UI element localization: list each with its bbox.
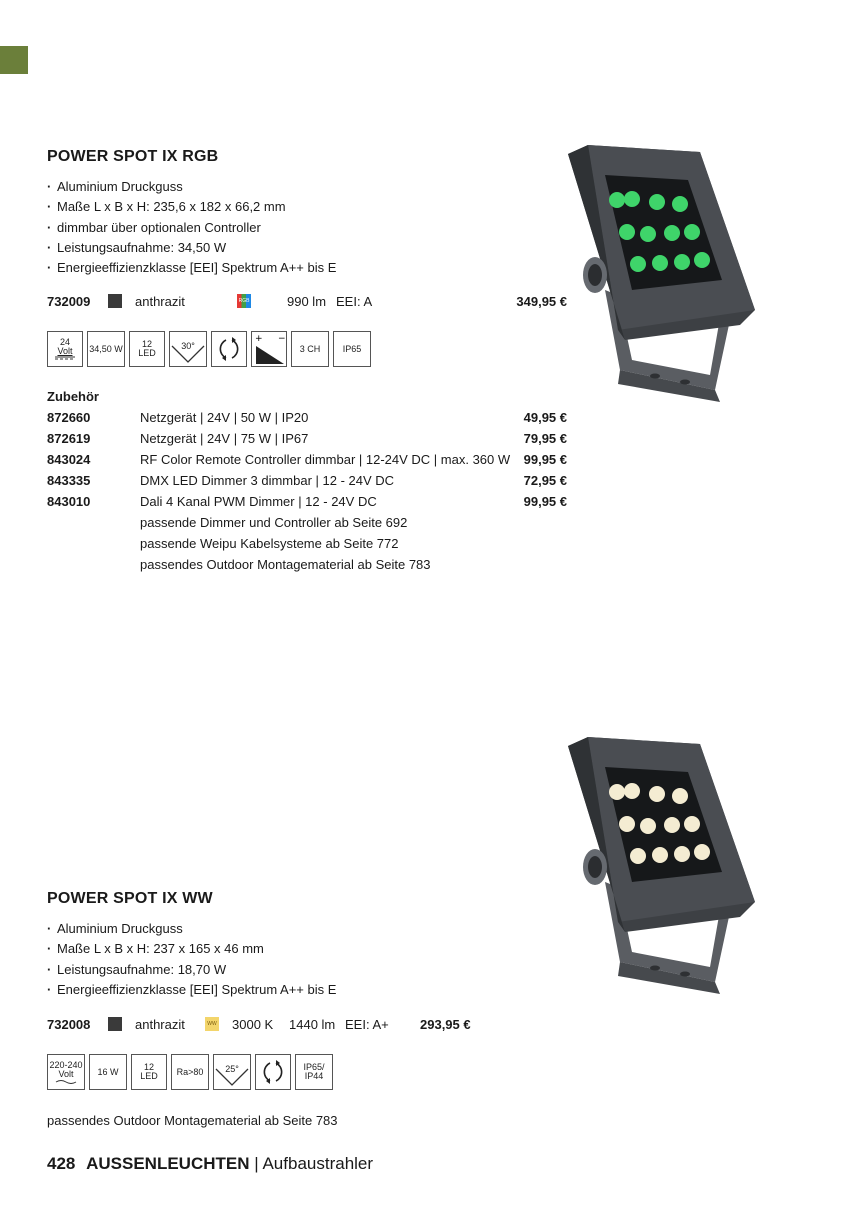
svg-text:+: + [255, 334, 263, 344]
feature-list [47, 919, 336, 1000]
product-sku: 732008 [47, 1017, 91, 1032]
warm-white-chip: WW [205, 1017, 219, 1031]
feature-item: · Energieeffizienzklasse [EEI] Spektrum A++ bis E [47, 980, 336, 1000]
product-sku: 732009 [47, 294, 91, 309]
product-order-row [47, 294, 567, 310]
feature-item: · dimmbar über optionalen Controller [47, 218, 336, 238]
spec-icon-row [47, 1054, 333, 1090]
rotatable-icon [211, 331, 247, 367]
feature-item: · Leistungsaufnahme: 34,50 W [47, 238, 336, 258]
page-number: 428 [47, 1154, 76, 1173]
reference-note: passende Weipu Kabelsysteme ab Seite 772 [140, 536, 399, 551]
led-count-icon: 12 LED [129, 331, 165, 367]
svg-text:−: − [278, 334, 286, 344]
page-footer [47, 1154, 373, 1174]
table-row: 843335 DMX LED Dimmer 3 dimmbar | 12 - 24V DC 72,95 € [47, 473, 567, 488]
product-price: 293,95 € [420, 1017, 471, 1032]
feature-item: · Aluminium Druckguss [47, 177, 336, 197]
reference-note: passende Dimmer und Controller ab Seite 692 [140, 515, 408, 530]
table-row: 843024 RF Color Remote Controller dimmbar | 12-24V DC | max. 360 W 99,95 € [47, 452, 567, 467]
eei-value: EEI: A+ [345, 1017, 389, 1032]
wattage-icon: 16 W [89, 1054, 127, 1090]
spec-icon-row [47, 331, 371, 367]
reference-note: passendes Outdoor Montagematerial ab Seite 783 [140, 557, 431, 572]
color-name: anthrazit [135, 1017, 185, 1032]
ip-rating-icon: IP65 [333, 331, 371, 367]
accessories-table [47, 407, 567, 577]
voltage-icon: 220-240 Volt [47, 1054, 85, 1090]
color-name: anthrazit [135, 294, 185, 309]
eei-value: EEI: A [336, 294, 373, 309]
color-swatch [108, 294, 122, 308]
beam-angle-icon: 30° [169, 331, 207, 367]
product-image-ww [560, 732, 760, 997]
table-row: 843010 Dali 4 Kanal PWM Dimmer | 12 - 24V DC 99,95 € [47, 494, 567, 509]
led-count-icon: 12 LED [131, 1054, 167, 1090]
wattage-icon: 34,50 W [87, 331, 125, 367]
color-swatch [108, 1017, 122, 1031]
product-title: POWER SPOT IX RGB [47, 148, 219, 165]
rotatable-icon [255, 1054, 291, 1090]
section-title: AUSSENLEUCHTEN [86, 1154, 250, 1173]
rgb-chip: RGB [237, 294, 251, 308]
lumen-value: 1440 lm [289, 1017, 336, 1032]
accessories-heading: Zubehör [47, 389, 99, 404]
color-temperature: 3000 K [232, 1017, 274, 1032]
beam-angle-icon: 25° [213, 1054, 251, 1090]
product-price: 349,95 € [516, 294, 567, 309]
color-rendering-icon: Ra>80 [171, 1054, 209, 1090]
product-image-rgb [560, 140, 760, 405]
dimmable-icon [251, 331, 287, 367]
product-title: POWER SPOT IX WW [47, 890, 213, 907]
lumen-value: 990 lm [287, 294, 327, 309]
feature-item: · Leistungsaufnahme: 18,70 W [47, 960, 336, 980]
feature-item: · Maße L x B x H: 235,6 x 182 x 66,2 mm [47, 197, 336, 217]
voltage-icon: 24 Volt [47, 331, 83, 367]
reference-note: passendes Outdoor Montagematerial ab Seite 783 [47, 1113, 338, 1128]
table-row: 872660 Netzgerät | 24V | 50 W | IP20 49,95 € [47, 410, 567, 425]
feature-item: · Aluminium Druckguss [47, 919, 336, 939]
feature-list [47, 177, 336, 278]
feature-item: · Maße L x B x H: 237 x 165 x 46 mm [47, 939, 336, 959]
product-order-row [47, 1017, 477, 1033]
feature-item: · Energieeffizienzklasse [EEI] Spektrum A++ bis E [47, 258, 336, 278]
section-color-tab [0, 46, 28, 74]
table-row: 872619 Netzgerät | 24V | 75 W | IP67 79,95 € [47, 431, 567, 446]
ip-rating-icon: IP65/ IP44 [295, 1054, 333, 1090]
footer-separator: | [254, 1154, 259, 1173]
channels-icon: 3 CH [291, 331, 329, 367]
subsection-title: Aufbaustrahler [262, 1154, 374, 1173]
